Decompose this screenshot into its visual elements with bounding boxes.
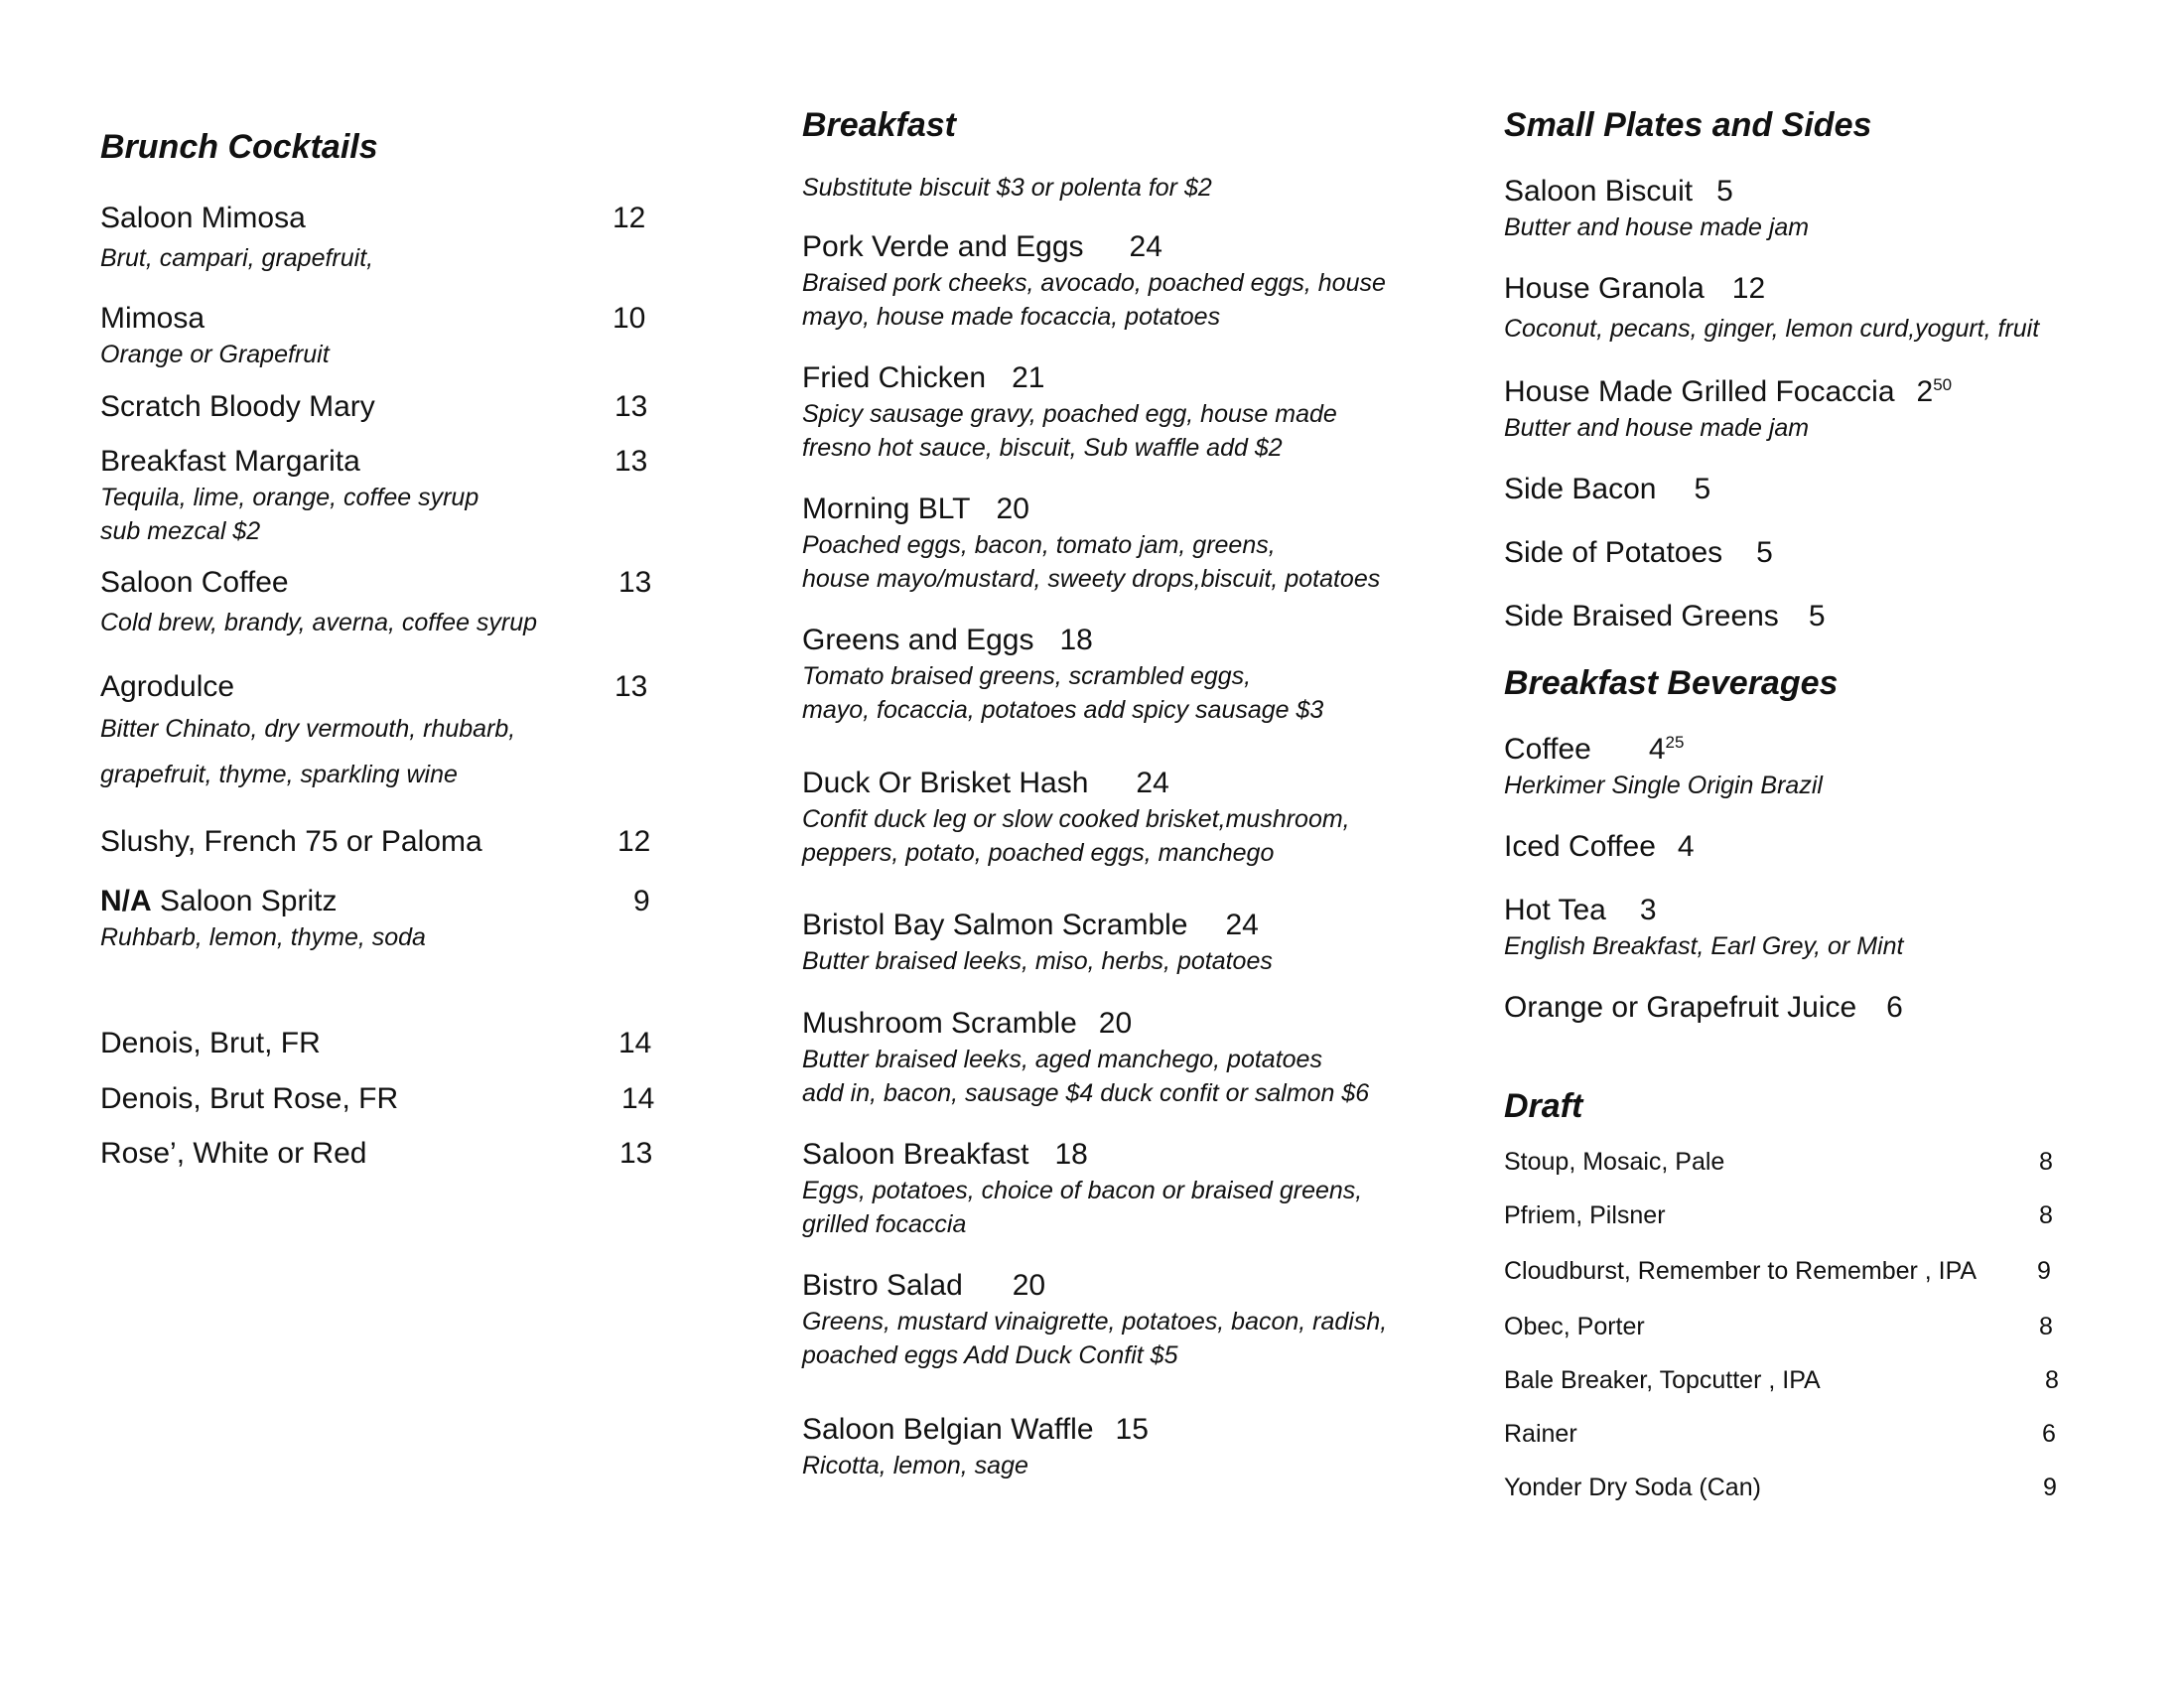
item-description: Confit duck leg or slow cooked brisket,mushroom,	[802, 805, 1350, 833]
item-description-2: mayo, focaccia, potatoes add spicy sausage $3	[802, 696, 1324, 724]
draft-heading: Draft	[1504, 1087, 1583, 1125]
draft-item	[1504, 1145, 2100, 1179]
item-name: Coffee	[1504, 733, 1591, 766]
item-price: 13	[614, 670, 648, 703]
item-price: 24	[1136, 767, 1169, 799]
breakfast-heading: Breakfast	[802, 106, 956, 144]
item-name: Saloon Coffee	[100, 566, 289, 599]
item-name: Saloon Belgian Waffle	[802, 1413, 1094, 1446]
item-name: Bristol Bay Salmon Scramble	[802, 909, 1188, 941]
item-description: Butter braised leeks, miso, herbs, potatoes	[802, 947, 1273, 975]
item-name: Saloon Mimosa	[100, 202, 306, 234]
item-name: Orange or Grapefruit Juice	[1504, 991, 1857, 1024]
draft-item	[1504, 1471, 2100, 1504]
item-price: 14	[618, 1027, 652, 1059]
item-price: 13	[618, 566, 652, 599]
item-name: Breakfast Margarita	[100, 445, 360, 478]
item-description: Tomato braised greens, scrambled eggs,	[802, 662, 1252, 690]
item-price: 3	[1639, 894, 1657, 926]
item-description-2: peppers, potato, poached eggs, manchego	[802, 839, 1275, 867]
item-name: Morning BLT	[802, 492, 971, 525]
item-description: Cold brew, brandy, averna, coffee syrup	[100, 609, 538, 636]
draft-item	[1504, 1363, 2100, 1397]
item-price: 13	[614, 445, 648, 478]
menu-item	[1504, 731, 2100, 802]
item-price: 15	[1115, 1413, 1149, 1446]
draft-item	[1504, 1310, 2100, 1343]
item-description: Butter and house made jam	[1504, 213, 1810, 241]
item-price: 9	[633, 885, 650, 917]
item-price: 12	[617, 825, 651, 858]
item-price: 6	[1886, 991, 1903, 1024]
item-name: Obec, Porter	[1504, 1313, 1645, 1340]
item-description: Tequila, lime, orange, coffee syrup	[100, 484, 479, 511]
item-price: 18	[1059, 624, 1093, 656]
item-price: 24	[1225, 909, 1259, 941]
item-price: 20	[1012, 1269, 1046, 1302]
menu-item	[802, 491, 1437, 596]
item-description: Coconut, pecans, ginger, lemon curd,yogurt, fruit	[1504, 315, 2040, 343]
wine-item	[100, 1025, 676, 1062]
item-price: 13	[614, 390, 648, 423]
menu-item	[1504, 471, 2100, 508]
item-name: Denois, Brut, FR	[100, 1027, 321, 1059]
menu-item	[100, 668, 676, 791]
item-name: Saloon Breakfast	[802, 1138, 1029, 1171]
item-name: Cloudburst, Remember to Remember , IPA	[1504, 1257, 1978, 1285]
item-description: Spicy sausage gravy, poached egg, house made	[802, 400, 1337, 428]
draft-item	[1504, 1198, 2100, 1232]
item-description: Eggs, potatoes, choice of bacon or braised greens,	[802, 1177, 1363, 1204]
item-price: 8	[2039, 1148, 2053, 1176]
item-price: 13	[619, 1137, 653, 1170]
item-description: Herkimer Single Origin Brazil	[1504, 772, 1823, 799]
menu-item	[802, 359, 1437, 465]
item-price: 5	[1716, 175, 1733, 208]
item-price: 8	[2045, 1366, 2059, 1394]
item-name: Fried Chicken	[802, 361, 987, 394]
item-description-2: sub mezcal $2	[100, 517, 261, 545]
item-price: 4	[1677, 830, 1695, 863]
menu-item	[802, 1005, 1437, 1110]
item-price: 12	[613, 202, 646, 234]
item-name: Mimosa	[100, 302, 205, 335]
menu-item	[1504, 534, 2100, 572]
menu-item	[802, 1411, 1437, 1482]
item-name: House Granola	[1504, 272, 1705, 305]
item-name: Duck Or Brisket Hash	[802, 767, 1089, 799]
item-description-2: grilled focaccia	[802, 1210, 967, 1238]
menu-item	[802, 1267, 1437, 1372]
item-name-prefix: N/A	[100, 885, 152, 917]
menu-item	[1504, 598, 2100, 635]
item-description: Bitter Chinato, dry vermouth, rhubarb,	[100, 715, 516, 743]
item-name: Side of Potatoes	[1504, 536, 1723, 569]
menu-item	[100, 883, 676, 954]
menu-item	[100, 200, 676, 275]
item-description: Poached eggs, bacon, tomato jam, greens,	[802, 531, 1276, 559]
menu-item	[100, 300, 676, 371]
item-description: Butter braised leeks, aged manchego, potatoes	[802, 1046, 1322, 1073]
item-description: Brut, campari, grapefruit,	[100, 244, 374, 272]
item-price: 5	[1756, 536, 1773, 569]
item-name: House Made Grilled Focaccia	[1504, 375, 1895, 408]
item-name: Pfriem, Pilsner	[1504, 1201, 1666, 1229]
item-name: Bistro Salad	[802, 1269, 963, 1302]
item-name: Mushroom Scramble	[802, 1007, 1077, 1040]
wine-item	[100, 1080, 676, 1118]
menu-item	[1504, 989, 2100, 1027]
item-price: 24	[1129, 230, 1162, 263]
item-description-2: house mayo/mustard, sweety drops,biscuit, potatoes	[802, 565, 1381, 593]
item-description-2: poached eggs Add Duck Confit $5	[802, 1341, 1178, 1369]
item-name: Greens and Eggs	[802, 624, 1034, 656]
menu-item	[100, 388, 676, 426]
item-name: Hot Tea	[1504, 894, 1606, 926]
item-price: 8	[2039, 1201, 2053, 1229]
item-description: Butter and house made jam	[1504, 414, 1810, 442]
menu-item	[802, 228, 1437, 334]
item-description-2: fresno hot sauce, biscuit, Sub waffle add $2	[802, 434, 1283, 462]
item-price: 9	[2037, 1257, 2051, 1285]
menu-item	[100, 823, 676, 861]
menu-item	[1504, 892, 2100, 963]
item-price: 6	[2042, 1420, 2056, 1448]
item-description-2: grapefruit, thyme, sparkling wine	[100, 761, 458, 788]
item-name: Bale Breaker, Topcutter , IPA	[1504, 1366, 1821, 1394]
item-price: 9	[2043, 1474, 2057, 1501]
menu-item	[1504, 373, 2100, 445]
item-price: 5	[1808, 600, 1826, 633]
menu-item	[1504, 173, 2100, 244]
item-price	[1917, 375, 1953, 408]
item-name: Rainer	[1504, 1420, 1577, 1448]
item-description: Greens, mustard vinaigrette, potatoes, bacon, radish,	[802, 1308, 1388, 1336]
draft-item	[1504, 1417, 2100, 1451]
item-name: Rose’, White or Red	[100, 1137, 367, 1170]
item-name: Stoup, Mosaic, Pale	[1504, 1148, 1725, 1176]
price-main: 4	[1648, 733, 1666, 766]
item-price: 5	[1694, 473, 1711, 505]
menu-item	[802, 1136, 1437, 1241]
item-price	[1649, 733, 1685, 766]
item-name: Denois, Brut Rose, FR	[100, 1082, 399, 1115]
menu-item	[802, 765, 1437, 870]
item-description: Ruhbarb, lemon, thyme, soda	[100, 923, 426, 951]
item-price: 21	[1012, 361, 1045, 394]
item-name: Iced Coffee	[1504, 830, 1656, 863]
item-name: Scratch Bloody Mary	[100, 390, 375, 423]
menu-item	[100, 564, 676, 639]
price-main: 2	[1916, 375, 1934, 408]
item-description: English Breakfast, Earl Grey, or Mint	[1504, 932, 1904, 960]
item-description: Orange or Grapefruit	[100, 341, 330, 368]
item-name: Saloon Biscuit	[1504, 175, 1694, 208]
menu-item	[802, 622, 1437, 727]
item-price: 10	[613, 302, 646, 335]
draft-item	[1504, 1254, 2100, 1288]
item-price: 12	[1731, 272, 1766, 305]
item-name: Slushy, French 75 or Paloma	[100, 825, 482, 858]
item-price: 18	[1054, 1138, 1088, 1171]
menu-item	[802, 907, 1437, 978]
wine-item	[100, 1135, 676, 1173]
item-description-2: mayo, house made focaccia, potatoes	[802, 303, 1221, 331]
item-name: Saloon Spritz	[160, 885, 338, 917]
item-name: Side Bacon	[1504, 473, 1657, 505]
item-name: Agrodulce	[100, 670, 235, 703]
item-price: 8	[2039, 1313, 2053, 1340]
price-superscript: 25	[1665, 733, 1685, 752]
item-name: Pork Verde and Eggs	[802, 230, 1084, 263]
item-description: Ricotta, lemon, sage	[802, 1452, 1028, 1479]
brunch-cocktails-heading: Brunch Cocktails	[100, 128, 378, 166]
item-price: 20	[996, 492, 1029, 525]
menu-item	[1504, 828, 2100, 866]
menu-item	[100, 443, 676, 548]
item-name: Yonder Dry Soda (Can)	[1504, 1474, 1761, 1501]
menu-item	[1504, 270, 2100, 346]
beverages-heading: Breakfast Beverages	[1504, 664, 1839, 702]
item-description: Braised pork cheeks, avocado, poached eggs, house	[802, 269, 1386, 297]
breakfast-note: Substitute biscuit $3 or polenta for $2	[802, 174, 1212, 202]
small-plates-heading: Small Plates and Sides	[1504, 106, 1872, 144]
item-price: 14	[621, 1082, 655, 1115]
item-description-2: add in, bacon, sausage $4 duck confit or salmon $6	[802, 1079, 1370, 1107]
price-superscript: 50	[1933, 375, 1953, 394]
item-price: 20	[1098, 1007, 1133, 1040]
item-name: Side Braised Greens	[1504, 600, 1779, 633]
